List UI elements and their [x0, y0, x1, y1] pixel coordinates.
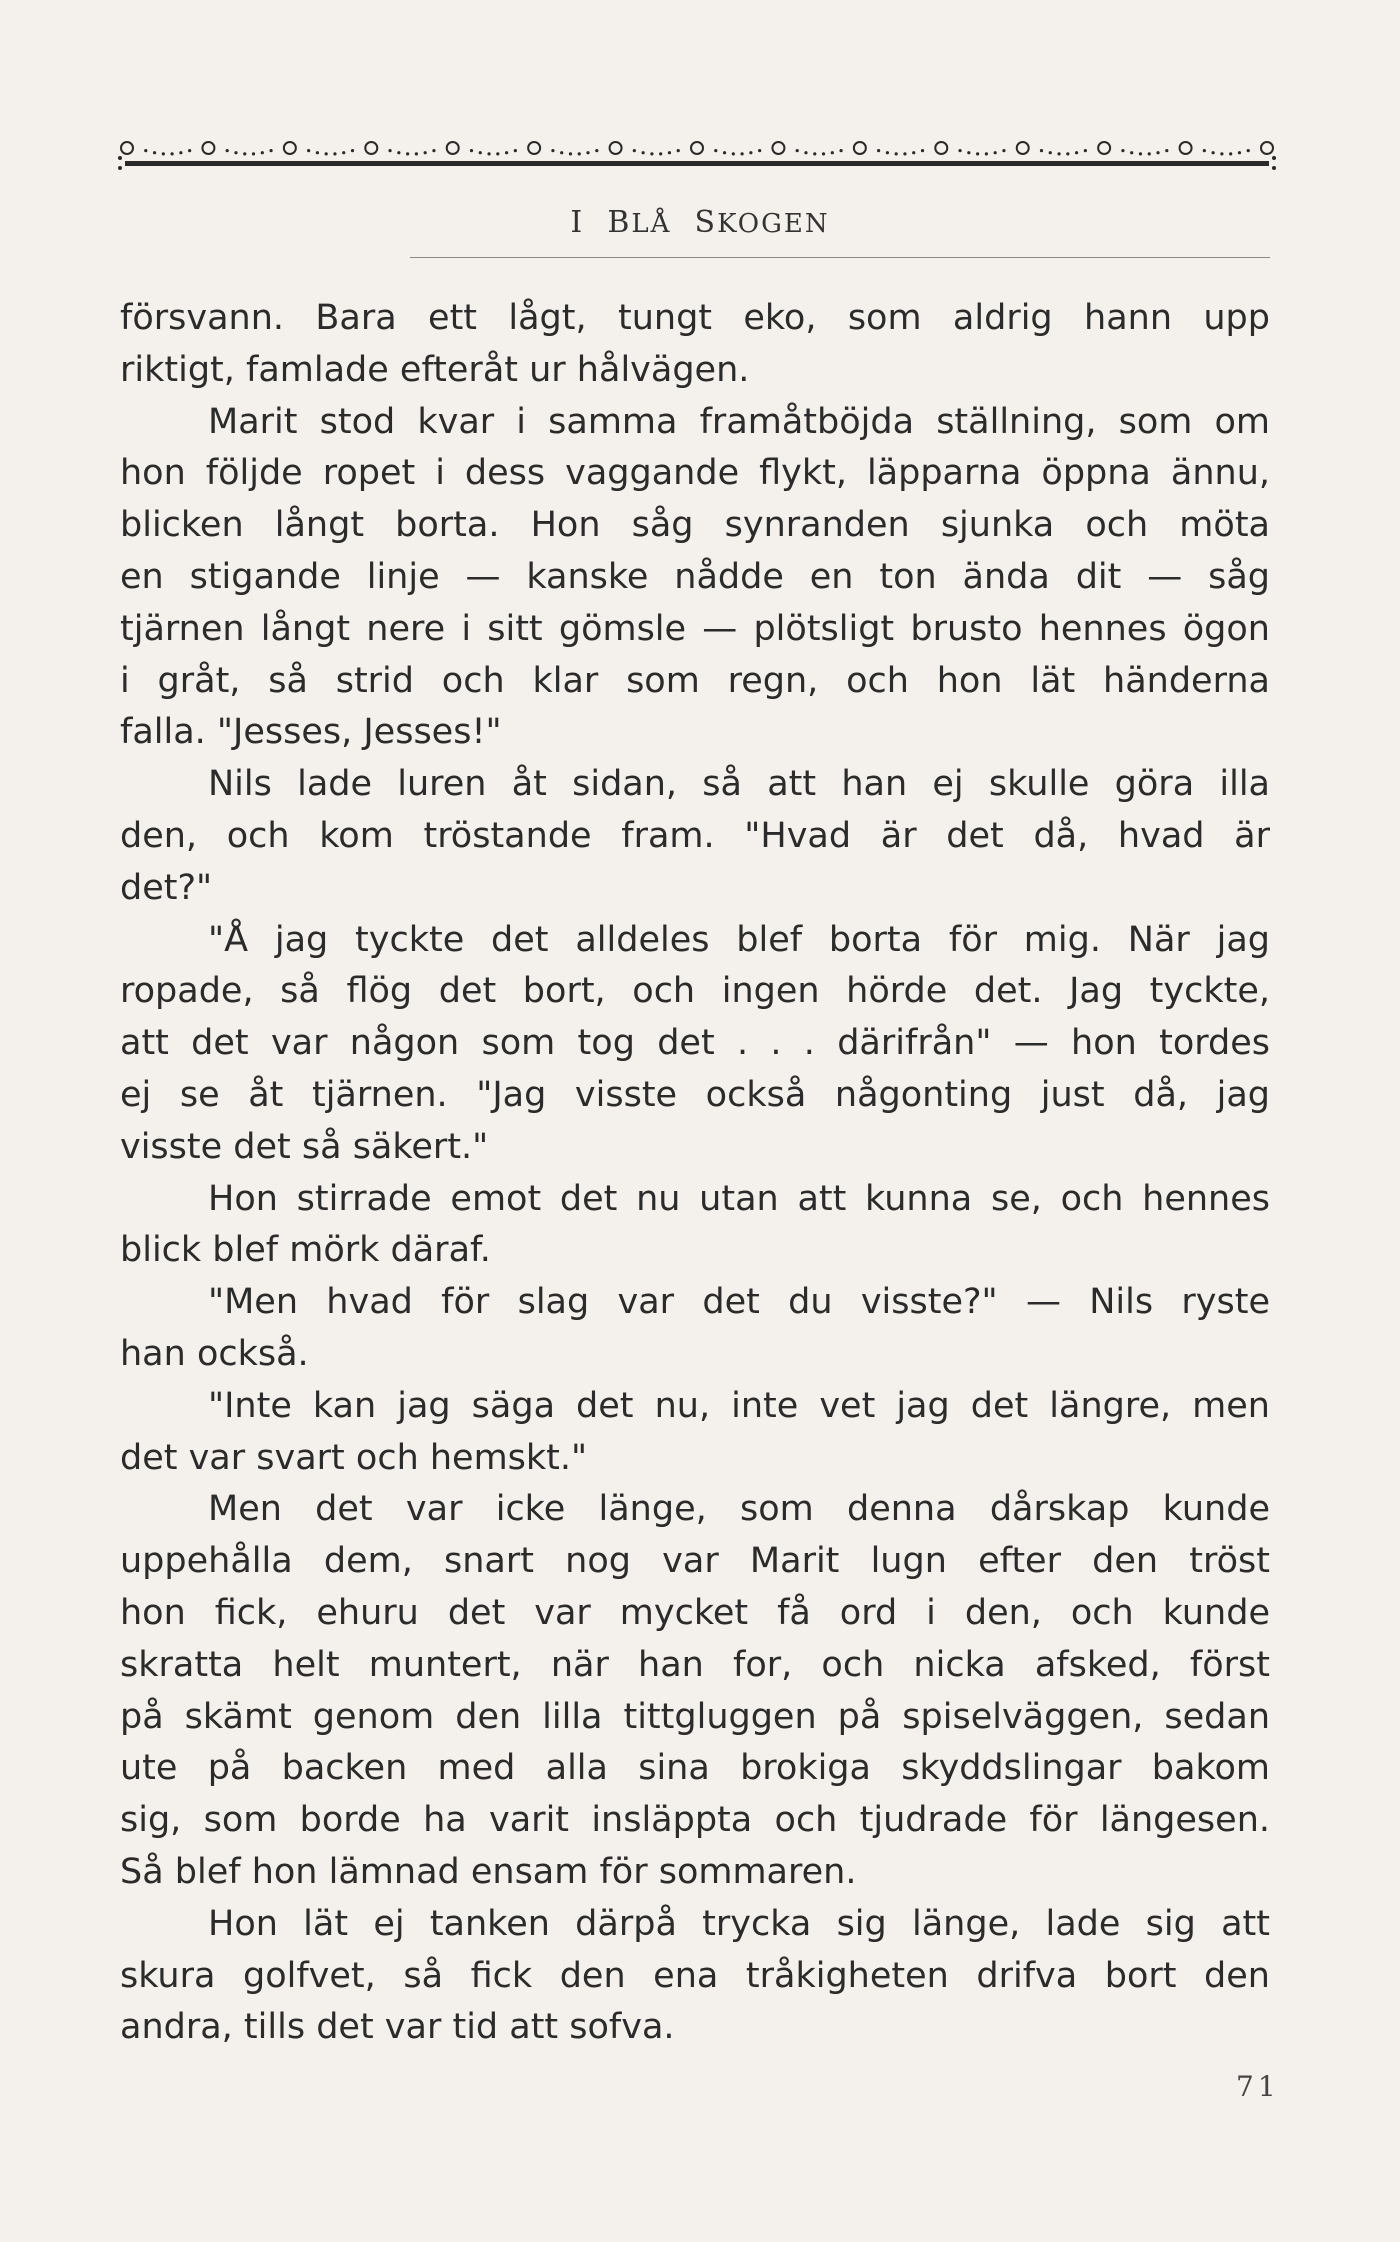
- body-text: [120, 293, 1270, 2054]
- text-line: i gråt, så strid och klar som regn, och hon lät händerna: [120, 660, 1270, 701]
- text-line: Men det var icke länge, som denna dårskap kunde: [208, 1489, 1270, 1530]
- text-line: han också.: [120, 1333, 309, 1374]
- running-header-word-2-initial: B: [607, 205, 632, 240]
- text-line: ropade, så flög det bort, och ingen hörde det. Jag tyckte,: [120, 971, 1270, 1012]
- text-line: en stigande linje — kanske nådde en ton ända dit — såg: [120, 556, 1270, 597]
- text-line: skratta helt muntert, när han for, och nicka afsked, först: [120, 1644, 1270, 1685]
- text-line: Så blef hon lämnad ensam för sommaren.: [120, 1851, 857, 1892]
- text-line: "Men hvad för slag var det du visste?" — Nils ryste: [208, 1282, 1270, 1323]
- text-line: det var svart och hemskt.": [120, 1437, 588, 1478]
- text-line: ute på backen med alla sina brokiga skyddslingar bakom: [120, 1748, 1270, 1789]
- text-line: det?": [120, 867, 213, 908]
- text-line: blicken långt borta. Hon såg synranden sjunka och möta: [120, 505, 1270, 546]
- text-line: på skämt genom den lilla tittgluggen på spiselväggen, sedan: [120, 1696, 1270, 1737]
- running-header-word-3-initial: S: [694, 205, 718, 240]
- text-line: ej se åt tjärnen. "Jag visste också någonting just då, jag: [120, 1074, 1270, 1115]
- page-number: 71: [1236, 2070, 1280, 2103]
- text-line: andra, tills det var tid att sofva.: [120, 2007, 675, 2048]
- text-line: "Å jag tyckte det alldeles blef borta för mig. När jag: [208, 919, 1270, 960]
- dotted-ring-border-ornament: [117, 110, 1277, 180]
- text-line: falla. "Jesses, Jesses!": [120, 712, 502, 753]
- text-line: uppehålla dem, snart nog var Marit lugn efter den tröst: [120, 1541, 1270, 1582]
- text-line: skura golfvet, så fick den ena tråkigheten drifva bort den: [120, 1955, 1270, 1996]
- text-line: den, och kom tröstande fram. "Hvad är det då, hvad är: [120, 815, 1270, 856]
- running-header-word-1: I: [570, 205, 585, 240]
- text-line: att det var någon som tog det . . . därifrån" — hon tordes: [120, 1023, 1270, 1064]
- text-line: Marit stod kvar i samma framåtböjda ställning, som om: [208, 401, 1270, 442]
- text-line: hon följde ropet i dess vaggande flykt, läpparna öppna ännu,: [120, 453, 1270, 494]
- text-line: blick blef mörk däraf.: [120, 1230, 491, 1271]
- text-line: Nils lade luren åt sidan, så att han ej skulle göra illa: [208, 764, 1270, 805]
- running-header: [0, 205, 1400, 240]
- running-header-word-2-rest: LÅ: [631, 209, 672, 239]
- running-header-word-3-rest: KOGEN: [717, 209, 830, 239]
- text-line: visste det så säkert.": [120, 1126, 489, 1167]
- text-line: Hon stirrade emot det nu utan att kunna se, och hennes: [208, 1178, 1270, 1219]
- text-line: riktigt, famlade efteråt ur hålvägen.: [120, 349, 750, 390]
- header-rule: [410, 257, 1270, 258]
- text-line: hon fick, ehuru det var mycket få ord i den, och kunde: [120, 1592, 1270, 1633]
- text-line: tjärnen långt nere i sitt gömsle — plötsligt brusto hennes ögon: [120, 608, 1270, 649]
- text-line: "Inte kan jag säga det nu, inte vet jag det längre, men: [208, 1385, 1270, 1426]
- text-line: Hon lät ej tanken därpå trycka sig länge, lade sig att: [208, 1903, 1270, 1944]
- text-line: försvann. Bara ett lågt, tungt eko, som aldrig hann upp: [120, 298, 1270, 338]
- text-line: sig, som borde ha varit insläppta och tjudrade för längesen.: [120, 1800, 1270, 1841]
